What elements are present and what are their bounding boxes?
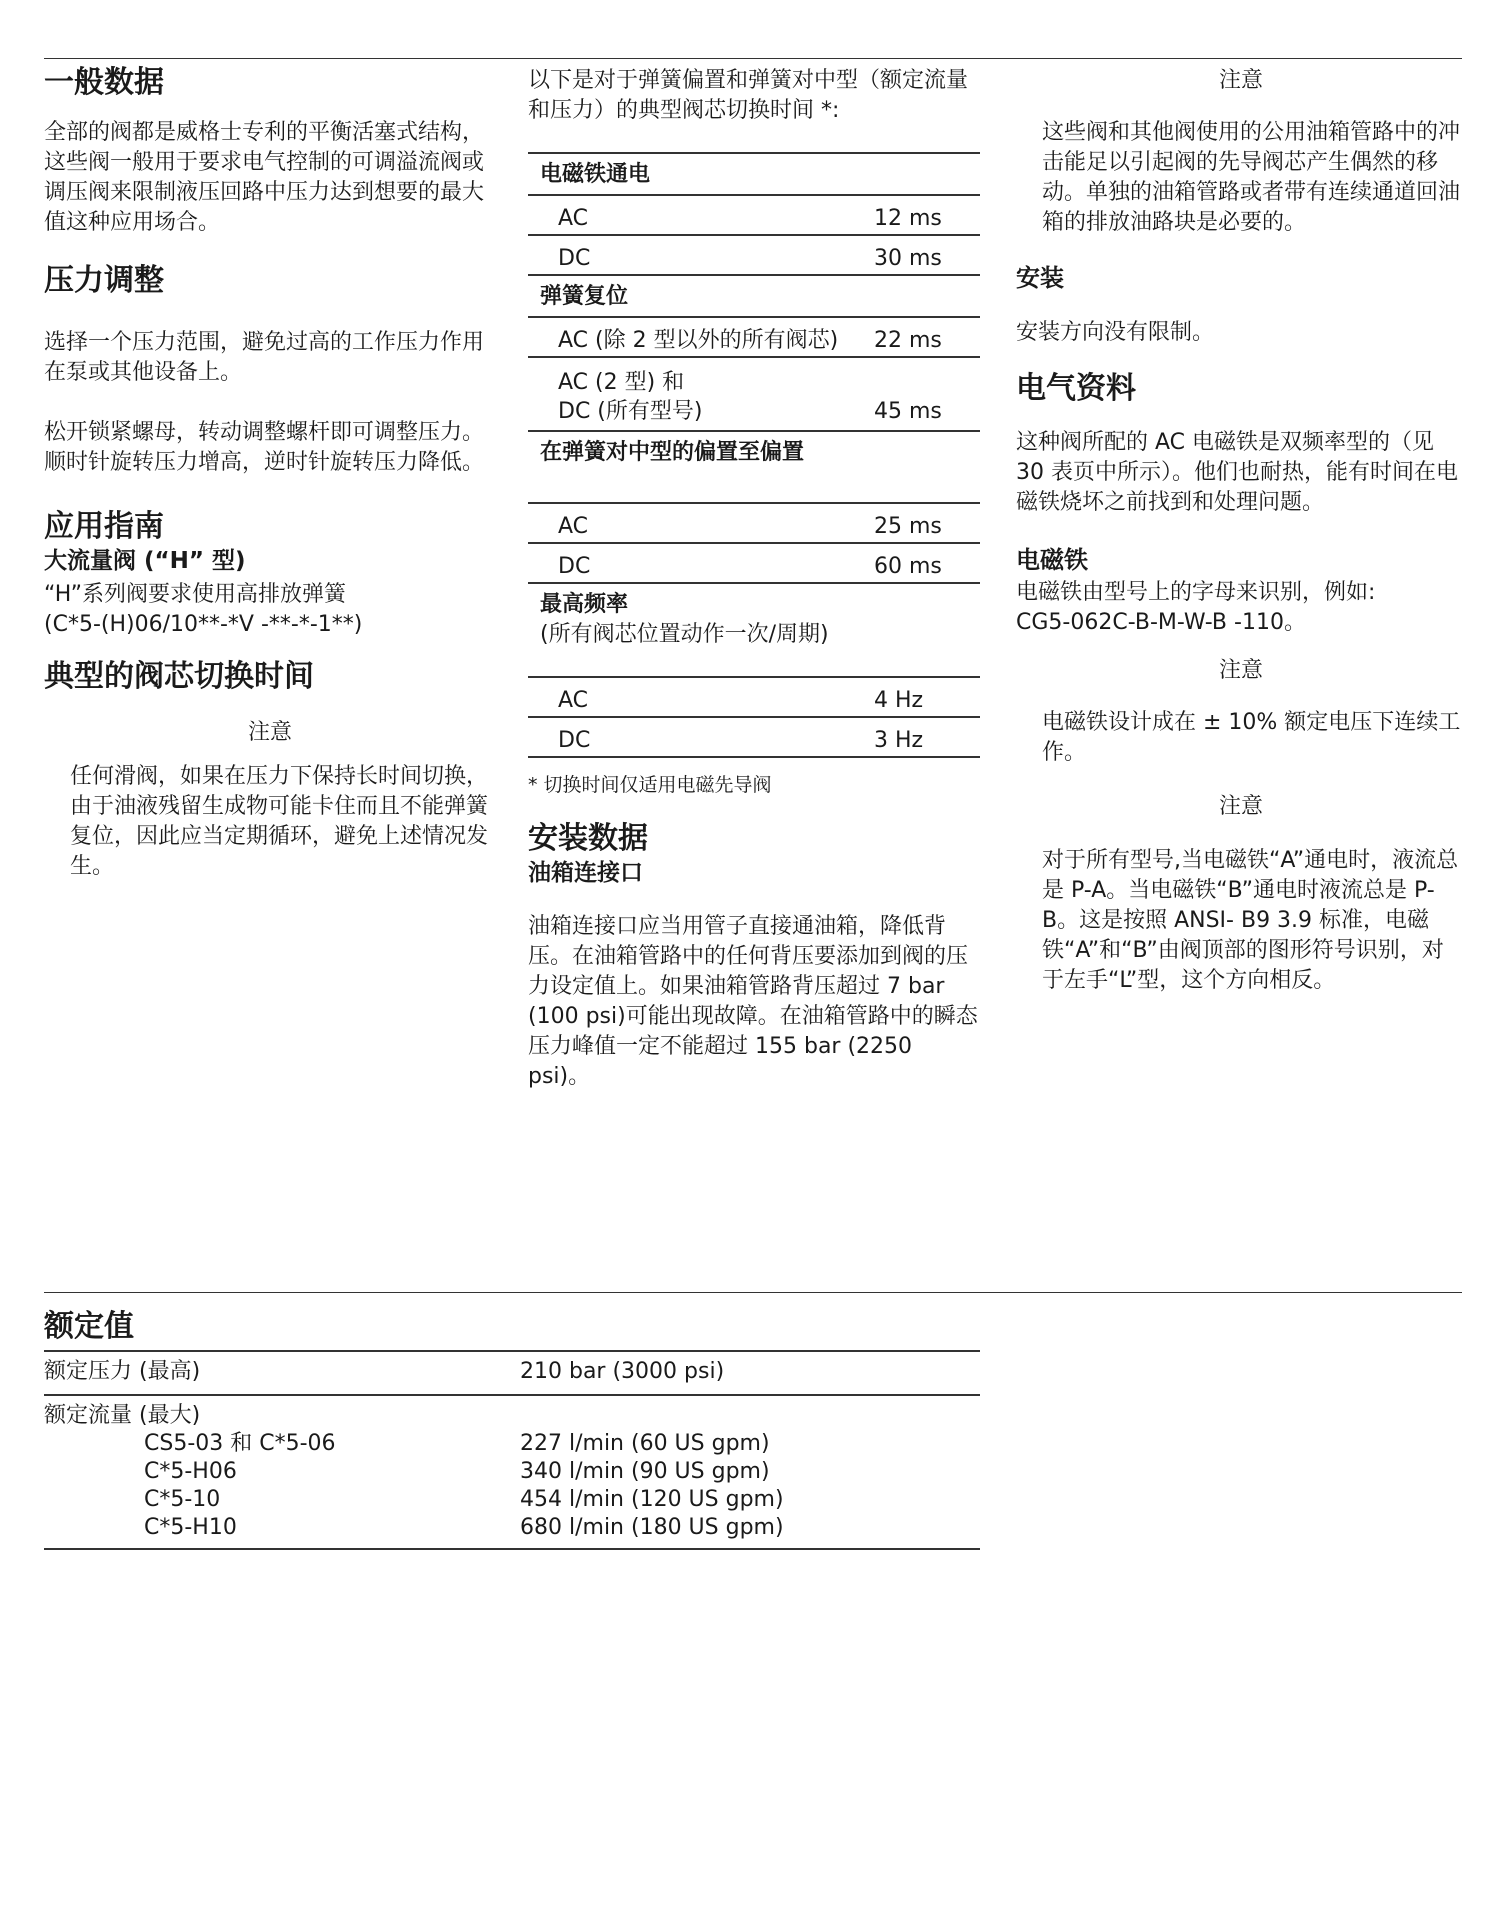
high-flow-code: (C*5-(H)06/10**-*V -**-*-1**): [44, 612, 363, 637]
flow-list-item: [44, 1486, 980, 1514]
flow-value: 227 l/min (60 US gpm): [520, 1431, 770, 1456]
table-row: AC 12 ms: [528, 195, 980, 235]
flow-list-item: [44, 1458, 980, 1486]
rated-pressure-value: 210 bar (3000 psi): [520, 1359, 725, 1384]
table-row: AC 4 Hz: [528, 677, 980, 717]
flow-model: C*5-H06: [144, 1459, 237, 1484]
electrical-text: 这种阀所配的 AC 电磁铁是双频率型的（见 30 表页中所示）。他们也耐热，能有时间在电磁铁烧坏之前找到和处理问题。: [1016, 430, 1458, 515]
notice-title: 注意: [247, 720, 292, 745]
ratings-bottom-rule: [44, 1548, 980, 1550]
solenoid-text: 电磁铁由型号上的字母来识别，例如:: [1016, 580, 1376, 605]
solenoid-heading: 电磁铁: [1016, 546, 1088, 574]
rated-flow-row: [44, 1396, 980, 1430]
table-footnote: * 切换时间仅适用电磁先导阀: [528, 774, 772, 796]
tank-port-subheading: 油箱连接口: [528, 860, 643, 886]
flow-value: 454 l/min (120 US gpm): [520, 1487, 784, 1512]
notice-1-text: 这些阀和其他阀使用的公用油箱管路中的冲击能足以引起阀的先导阀芯产生偶然的移动。单独的油箱管路或者带有连续通道回油箱的排放油路块是必要的。: [1042, 120, 1461, 235]
general-data-text: 全部的阀都是威格士专利的平衡活塞式结构，这些阀一般用于要求电气控制的可调溢流阀或调压阀来限制液压回路中压力达到想要的最大值这种应用场合。: [44, 120, 485, 235]
rated-flow-label: 额定流量 (最大): [44, 1403, 201, 1428]
table-row: AC 25 ms: [528, 503, 980, 543]
flow-model: CS5-03 和 C*5-06: [144, 1431, 336, 1456]
mounting-heading: 安装: [1016, 264, 1064, 292]
table-row: DC 30 ms: [528, 235, 980, 275]
ratings-heading: 额定值: [44, 1309, 134, 1344]
notice-2-text: 电磁铁设计成在 ± 10% 额定电压下连续工作。: [1042, 710, 1461, 765]
rated-pressure-row: [44, 1352, 980, 1394]
rated-pressure-label: 额定压力 (最高): [44, 1359, 201, 1384]
table-group-header: 在弹簧对中型的偏置至偏置: [528, 431, 980, 503]
install-data-heading: 安装数据: [528, 821, 648, 856]
flow-model: C*5-10: [144, 1487, 221, 1512]
notice-1-title: 注意: [1218, 68, 1263, 93]
pressure-adjust-text-1: 选择一个压力范围，避免过高的工作压力作用在泵或其他设备上。: [44, 330, 485, 385]
notice-3-title: 注意: [1218, 794, 1263, 819]
table-row: DC 3 Hz: [528, 717, 980, 757]
mounting-text: 安装方向没有限制。: [1016, 320, 1215, 345]
table-row: AC (除 2 型以外的所有阀芯) 22 ms: [528, 317, 980, 357]
electrical-heading: 电气资料: [1016, 371, 1136, 406]
table-group-header: [528, 583, 980, 677]
table-group-header: 电磁铁通电: [528, 153, 980, 195]
flow-list-item: [44, 1514, 980, 1548]
table-row: AC (2 型) 和 DC (所有型号) 45 ms: [528, 357, 980, 431]
ratings-top-rule: [44, 1292, 1462, 1293]
table-row: DC 60 ms: [528, 543, 980, 583]
tank-port-text: 油箱连接口应当用管子直接通油箱，降低背压。在油箱管路中的任何背压要添加到阀的压力设定值上。如果油箱管路背压超过 7 bar (100 psi)可能出现故障。在油箱管路中的瞬态压力峰值一定不能超过 155 bar (2250 psi)。: [528, 914, 978, 1089]
ratings-section: [44, 1308, 980, 1550]
column-right: [1016, 60, 1466, 996]
flow-value: 680 l/min (180 US gpm): [520, 1515, 784, 1540]
application-heading: 应用指南: [44, 509, 164, 544]
max-frequency-label: 最高频率: [540, 592, 629, 617]
max-frequency-sub: (所有阀芯位置动作一次/周期): [540, 622, 829, 647]
pressure-adjust-text-2: 松开锁紧螺母，转动调整螺杆即可调整压力。顺时针旋转压力增高，逆时针旋转压力降低。: [44, 420, 485, 475]
table-cell-line: AC (2 型) 和: [558, 370, 685, 395]
switching-intro: 以下是对于弹簧偏置和弹簧对中型（额定流量和压力）的典型阀芯切换时间 *:: [528, 68, 969, 123]
high-flow-subheading: 大流量阀 (“H” 型): [44, 548, 246, 574]
high-flow-text: “H”系列阀要求使用高排放弹簧: [44, 582, 346, 607]
flow-value: 340 l/min (90 US gpm): [520, 1459, 770, 1484]
table-cell-line: DC (所有型号): [558, 399, 703, 424]
notice-2-title: 注意: [1218, 658, 1263, 683]
notice-text: 任何滑阀，如果在压力下保持长时间切换，由于油液残留生成物可能卡住而且不能弹簧复位，因此应当定期循环，避免上述情况发生。: [70, 764, 489, 879]
column-left: [44, 60, 496, 882]
top-rule: [44, 58, 1462, 59]
table-group-header: 弹簧复位: [528, 275, 980, 317]
pressure-adjust-heading: 压力调整: [44, 263, 164, 298]
switching-time-table: [528, 152, 980, 758]
column-middle: [528, 60, 980, 1092]
flow-model: C*5-H10: [144, 1515, 237, 1540]
general-data-heading: 一般数据: [44, 65, 164, 100]
notice-3-text: 对于所有型号,当电磁铁“A”通电时，液流总是 P-A。当电磁铁“B”通电时液流总是 P-B。这是按照 ANSI- B9 3.9 标准，电磁铁“A”和“B”由阀顶部的图形符号识别，对于左手“L”型，这个方向相反。: [1042, 848, 1459, 993]
switching-time-heading: 典型的阀芯切换时间: [44, 659, 314, 694]
solenoid-code: CG5-062C-B-M-W-B -110。: [1016, 610, 1306, 635]
flow-list-item: [44, 1430, 980, 1458]
